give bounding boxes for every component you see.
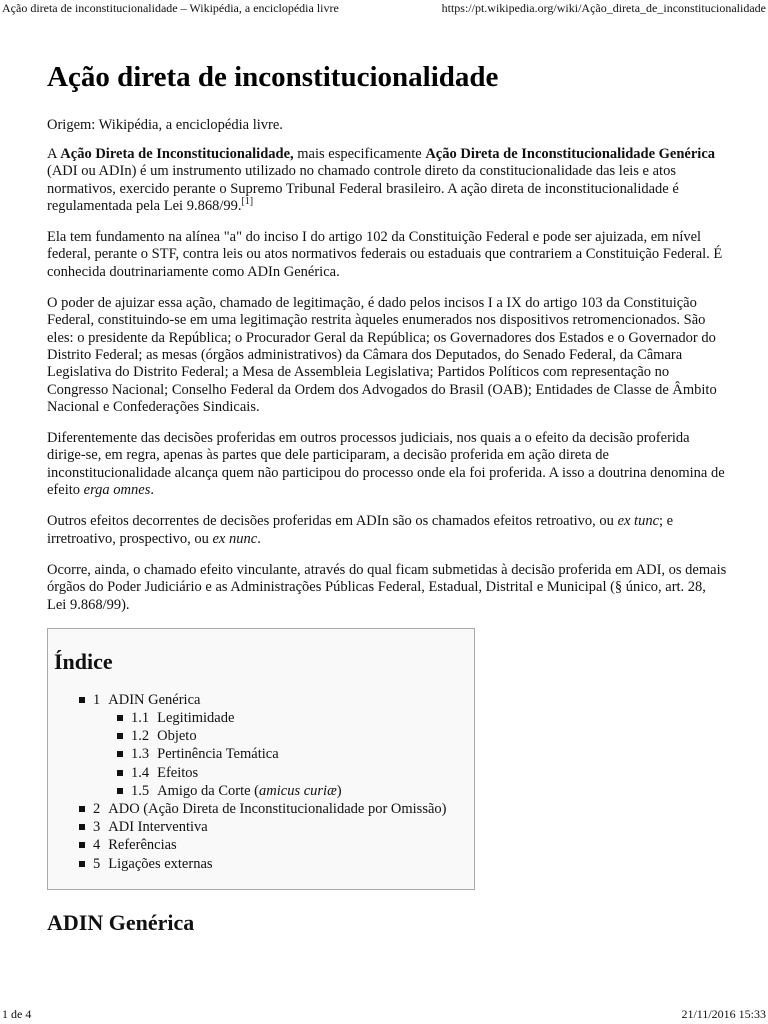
toc-item[interactable]	[48, 855, 474, 873]
toc-label[interactable]: Efeitos	[157, 764, 199, 781]
toc-label[interactable]: Objeto	[157, 728, 197, 745]
toc-label[interactable]: Ligações externas	[108, 855, 213, 872]
bullet-icon	[79, 861, 85, 867]
bullet-icon	[79, 806, 85, 812]
toc-label[interactable]: Legitimidade	[157, 710, 235, 727]
bullet-icon	[117, 751, 123, 757]
italic-term: erga omnes	[83, 482, 151, 499]
text-run: A	[47, 146, 61, 162]
toc-item[interactable]	[48, 764, 474, 782]
paragraph-fundamento: Ela tem fundamento na alínea "a" do inciso I do artigo 102 da Constituição Federal e pode ser ajuizada, em nível federal, perante o STF, contra leis ou atos normativos federais ou estaduais que contrariem a Constituição Federal. É conhecida doutrinariamente como ADIn Genérica.	[47, 229, 723, 280]
toc-number: 1	[93, 691, 101, 708]
paragraph-outros-efeitos	[47, 513, 727, 548]
paragraph-vinculante: Ocorre, ainda, o chamado efeito vinculante, através do qual ficam submetidas à decisão proferida em ADI, os demais órgãos do Poder Judiciário e as Administrações Públicas Federal, Estadual, Distrital e Municipal (§ único, art. 28, Lei 9.868/99).	[47, 561, 727, 613]
page-title: Ação direta de inconstitucionalidade	[47, 61, 499, 93]
toc-item[interactable]	[48, 745, 474, 763]
toc-label[interactable]	[157, 783, 341, 799]
toc-number: 1.5	[131, 782, 150, 799]
toc-label[interactable]: ADIN Genérica	[108, 691, 201, 708]
paragraph-efeitos	[47, 430, 727, 499]
toc-label[interactable]: ADI Interventiva	[108, 819, 208, 836]
print-header-title: Ação direta de inconstitucionalidade – Wikipédia, a enciclopédia livre	[2, 1, 339, 15]
bullet-icon	[79, 842, 85, 848]
toc-item[interactable]	[48, 709, 474, 727]
article-content	[47, 60, 727, 936]
toc-label[interactable]: ADO (Ação Direta de Inconstitucionalidade por Omissão)	[108, 801, 447, 818]
toc-number: 1.3	[131, 746, 150, 763]
toc-list	[48, 691, 474, 873]
bullet-icon	[117, 733, 123, 739]
toc-number: 2	[93, 801, 101, 818]
toc-item[interactable]	[48, 691, 474, 709]
bullet-icon	[79, 824, 85, 830]
bullet-icon	[117, 770, 123, 776]
paragraph-legitimacao: O poder de ajuizar essa ação, chamado de legitimação, é dado pelos incisos I a IX do artigo 103 da Constituição Federal, constituindo-se em uma legitimação restrita àqueles enumerados nos dispositivos retromencionados. São eles: o presidente da República; o Procurador Geral da República; os Governadores dos Estados e o Governador do Distrito Federal; as mesas (órgãos administrativos) da Câmara dos Deputados, do Senado Federal, da Câmara Legislativa do Distrito Federal; a Mesa de Assembleia Legislativa; Partidos Políticos com representação no Congresso Nacional; Conselho Federal da Ordem dos Advogados do Brasil (OAB); Entidades de Classe de Âmbito Nacional e Confederações Sindicais.	[47, 295, 717, 415]
toc-number: 3	[93, 819, 101, 836]
toc-label-text: )	[336, 782, 342, 799]
toc-number: 5	[93, 855, 101, 872]
reference-link[interactable]: [1]	[241, 196, 254, 208]
toc-label[interactable]: Pertinência Temática	[157, 746, 279, 763]
text-run: mais especificamente	[293, 146, 426, 162]
toc-number: 1.1	[131, 710, 150, 727]
bold-term: Ação Direta de Inconstitucionalidade Genérica	[425, 146, 716, 162]
section-heading: ADIN Genérica	[47, 909, 195, 935]
toc-label-text: Amigo da Corte (	[157, 782, 260, 799]
toc-item[interactable]	[48, 818, 474, 836]
toc-item[interactable]	[48, 782, 474, 800]
text-run: (ADI ou ADIn) é um instrumento utilizado no chamado controle direto da constitucionalidade das leis e atos normativos, exercido perante o Supremo Tribunal Federal brasileiro. A ação direta de inconstitucionalidade é regulamentada pela Lei 9.868/99.	[47, 163, 679, 214]
bullet-icon	[117, 788, 123, 794]
italic-term: ex tunc	[617, 513, 660, 530]
text-run: .	[257, 530, 261, 547]
table-of-contents	[47, 628, 475, 890]
text-run: .	[150, 482, 154, 499]
toc-label[interactable]: Referências	[108, 837, 177, 854]
toc-item[interactable]	[48, 800, 474, 818]
italic-term: ex nunc	[212, 530, 258, 547]
bullet-icon	[117, 715, 123, 721]
toc-title: Índice	[54, 648, 113, 674]
print-footer	[0, 1006, 768, 1024]
toc-label-italic: amicus curiæ	[259, 782, 337, 799]
toc-number: 4	[93, 837, 101, 854]
toc-number: 1.2	[131, 728, 150, 745]
paragraph-intro	[47, 146, 727, 215]
article-origin: Origem: Wikipédia, a enciclopédia livre.	[47, 117, 283, 133]
text-run: Diferentemente das decisões proferidas em outros processos judiciais, nos quais a o efeito da decisão proferida dirige-se, em regra, apenas às partes que dele participaram, a decisão proferida em ação direta de inconstitucionalidade alcança quem não participou do processo onde ela foi proferida. A isso a doutrina denomina de efeito	[47, 430, 725, 499]
print-header-url[interactable]: https://pt.wikipedia.org/wiki/Ação_direta_de_inconstitucionalidade	[441, 1, 766, 15]
bullet-icon	[79, 697, 85, 703]
text-run: ; e irretroativo, prospectivo, ou	[47, 513, 674, 547]
toc-number: 1.4	[131, 764, 150, 781]
print-datetime: 21/11/2016 15:33	[681, 1007, 766, 1021]
toc-item[interactable]	[48, 836, 474, 854]
text-run: Outros efeitos decorrentes de decisões proferidas em ADIn são os chamados efeitos retroativo, ou	[47, 513, 618, 530]
page-counter: 1 de 4	[2, 1007, 32, 1021]
toc-item[interactable]	[48, 727, 474, 745]
bold-term: Ação Direta de Inconstitucionalidade,	[60, 146, 294, 162]
print-header	[0, 0, 768, 20]
